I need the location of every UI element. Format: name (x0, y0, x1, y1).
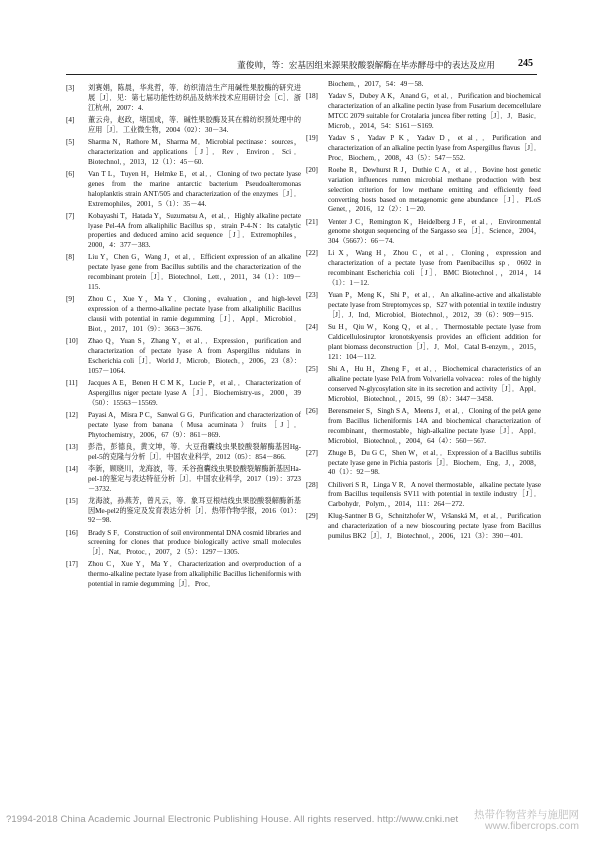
reference-text: Van T L，Tuyen H，Helmke E，et al．．Cloning of two pectate lyase genes from the marine antarctic bacterium Pseudoalteromonas haloplanktis strain ANT/505 and characterization of the enzymes［J］．Extremophiles，2001，5（1）：35－44. (88, 169, 301, 208)
reference-entry (306, 512, 541, 542)
reference-number: [29] (306, 512, 318, 521)
reference-number: [14] (66, 464, 78, 473)
reference-text: Roehe R，Dewhurst R J，Duthie C A，et al．．Bovine host genetic variation influences rumen microbial methane production with best selection criterion for low methane emitting and efficiently feed converting hosts based on metagenomic gene abundance［J］．PLoS Genet．，2016，12（2）：1－20. (328, 165, 541, 214)
reference-number: [5] (66, 137, 75, 146)
reference-entry (66, 497, 301, 527)
reference-number: [8] (66, 253, 75, 262)
reference-entry (306, 249, 541, 289)
reference-text: Brady S F．Construction of soil environmental DNA cosmid libraries and screening for clones that produce biologically active small molecules［J］．Nat．Protoc．，2007，2（5）：1297－1305. (88, 528, 301, 557)
reference-text: Su H，Qiu W，Kong Q，et al．．Thermostable pectate lyase from Caldicellulosiruptor kronotskyensis provides an efficient addition for plant biomass deconstruction［J］．J．Mol．Catal B-enzym．，2015，121：104－112. (328, 323, 541, 361)
reference-entry (66, 212, 301, 252)
reference-entry (66, 138, 301, 168)
reference-entry (306, 365, 541, 405)
reference-text: Yuan P，Meng K，Shi P，et al．．An alkaline-active and alkalistable pectate lyase from Streptomyces sp．S27 with potential in textile industry［J］．J．Ind．Microbiol．Biotechnol．，2012，39（6）：909－915. (328, 291, 541, 320)
reference-text: Berensmeier S，Singh S A，Meens J，et al．．Cloning of the pelA gene from Bacillus licheniformis 14A and biochemical characterization of recombinant，thermostable，high-alkaline pectate lyase［J］．Appl．Microbiol．Biotechnol．，2004，64（4）：560－567. (328, 406, 541, 445)
reference-number: [25] (306, 364, 318, 373)
reference-entry (66, 411, 301, 441)
reference-entry (66, 443, 301, 463)
reference-entry (306, 166, 541, 216)
reference-text: Zhou C，Xue Y，Ma Y．Characterization and overproduction of a thermo-alkaline pectate lyase from alkaliphilic Bacillus licheniformis with potential in ramie degumming［J］．Proc． (88, 560, 301, 589)
watermark-line-1: 热带作物营养与施肥网 (474, 809, 579, 821)
reference-text: 李新，顾晓川，龙海波，等．禾谷孢囊线虫果胶酸裂解酶新基因Ha-pel-1的鉴定与表达特征分析［J］．中国农业科学，2017（19）：3723－3732. (88, 464, 301, 493)
reference-entry (306, 481, 541, 511)
reference-number: [20] (306, 165, 318, 174)
reference-text: Yadav S，Yadav P K，Yadav D，et al．．Purification and characterization of an alkaline pectin lyase from Aspergillus flavus［J］．Proc．Biochem．，2008，43（5）：547－552. (328, 133, 541, 162)
reference-entry (306, 291, 541, 321)
reference-number: [22] (306, 249, 318, 258)
reference-text: Yadav S，Dubey A K，Anand G，et al．．Purification and biochemical characterization of an alkaline pectin lyase from Fusarium decemcellulare MTCC 2079 suitable for Crotalaria juncea fiber retting［J］．J．Basic．Microb．，2014，54：S161－S169. (328, 92, 541, 130)
reference-text: Liu Y，Chen G，Wang J，et al．．Efficient expression of an alkaline pectate lyase gene from Bacillus subtilis and the characterization of the recombinant protein［J］．Biotechnol．Lett．，2011，34（1）：109－115. (88, 253, 301, 292)
page-number: 245 (518, 58, 533, 69)
reference-text: Klug-Santner B G，Schnitzhofer W，Vršanská M，et al．．Purification and characterization of a new bioscouring pectate lyase from Bacillus pumilus BK2［J］．J．Biotechnol．，2006，121（3）：390－401. (328, 512, 541, 541)
reference-text: Biochem．，2017，54：49－58. (328, 80, 424, 88)
reference-entry (66, 379, 301, 409)
reference-number: [19] (306, 133, 318, 142)
reference-text: Chiliveri S R，Linga V R．A novel thermostable，alkaline pectate lyase from Bacillus tequilensis SV11 with potential in textile industry［J］．Carbohydr．Polym．，2014，111：264－272. (328, 480, 541, 509)
reference-text: 刘赛娟，陈晨，华兆哲，等．纺织清洁生产用碱性果胶酶的研究进展［J］．见：第七届功能性纺织品及纳米技术应用研讨会［C］．浙江杭州，2007：4. (88, 84, 301, 112)
reference-number: [15] (66, 496, 78, 505)
reference-text: Zhou C，Xue Y，Ma Y．Cloning，evaluation，and high-level expression of a thermo-alkaline pectate lyase from alkaliphilic Bacillus clausii with potential in ramie degumming［J］．Appl．Microbiol．Biot．，2017，101（9）：3663－3676. (88, 295, 301, 333)
reference-entry (306, 449, 541, 479)
reference-number: [7] (66, 211, 75, 220)
reference-entry (66, 253, 301, 293)
reference-number: [10] (66, 337, 78, 346)
reference-number: [26] (306, 406, 318, 415)
reference-text: Kobayashi T，Hatada Y，Suzumatsu A，et al．．Highly alkaline pectate lyase Pel-4A from alkaliphilic Bacillus sp．strain P-4-N：Its catalytic properties and deduced amino acid sequence［J］．Extremophiles，2000，4：377－383. (88, 211, 301, 250)
reference-number: [9] (66, 295, 75, 304)
reference-text: Shi A，Hu H，Zheng F，et al．．Biochemical characteristics of an alkaline pectate lyase PelA from Volvariella volvacea：roles of the highly conserved N-glycosylation site in its secretion and activity［J］．Appl．Microbiol．Biotechnol．，2015，99（8）：3447－3458. (328, 364, 541, 403)
reference-entry (306, 80, 541, 90)
reference-entry (306, 218, 541, 248)
reference-entry (66, 560, 301, 590)
running-title: 董俊帅，等：宏基因组来源果胶酸裂解酶在毕赤酵母中的表达及应用 (237, 60, 495, 70)
reference-entry (66, 84, 301, 114)
watermark-line-2: www.fibercrops.com (485, 820, 579, 832)
reference-number: [11] (66, 378, 78, 387)
reference-entry (66, 465, 301, 495)
reference-entry (306, 92, 541, 132)
references-right-column (306, 80, 541, 544)
reference-number: [21] (306, 217, 318, 226)
reference-text: Zhao Q，Yuan S，Zhang Y，et al．．Expression，purification and characterization of pectate lyase A from Aspergillus nidulans in Escherichia coli［J］．World J．Microb．Biotech．，2006，23（8）：1057－1064. (88, 337, 301, 375)
reference-text: Payasi A，Misra P C，Sanwal G G．Purification and characterization of pectate lyase from banana（Musa acuminata）fruits［J］．Phytochemistry，2006，67（9）：861－869. (88, 410, 301, 439)
reference-entry (66, 295, 301, 335)
references-left-column (66, 84, 301, 592)
reference-entry (66, 170, 301, 210)
reference-number: [4] (66, 115, 75, 124)
reference-text: Jacques A E，Benen H C M K，Lucie P，et al．．Characterization of Aspergillus niger pectate lyase A［J］．Biochemistry-us，2000，39（50）：15563－15569. (88, 378, 301, 407)
reference-text: 龙海波，孙燕芳，曾凡云，等．象耳豆根结线虫果胶酸裂解酶新基因Me-pel2的鉴定及发育表达分析［J］．热带作物学报，2016（01）：92－98. (88, 496, 301, 525)
reference-text: Venter J C，Remington K，Heidelberg J F，et al．．Environmental genome shotgun sequencing of the Sargasso sea［J］．Science，2004，304（5667）：66－74. (328, 217, 541, 246)
reference-number: [24] (306, 323, 318, 332)
header-rule (66, 74, 537, 75)
reference-number: [23] (306, 291, 318, 300)
reference-number: [6] (66, 169, 75, 178)
reference-text: 彭浩，彭德良，黄文坤，等．大豆孢囊线虫果胶酸裂解酶基因Hg-pel-5的克隆与分析［J］．中国农业科学，2012（05）：854－866. (88, 442, 301, 461)
reference-number: [18] (306, 92, 318, 101)
reference-number: [12] (66, 410, 78, 419)
copyright-notice: ?1994-2018 China Academic Journal Electronic Publishing House. All rights reserved. http://www.cnki.net (6, 814, 459, 825)
page-footer (0, 808, 595, 832)
reference-entry (306, 323, 541, 363)
reference-number: [27] (306, 448, 318, 457)
reference-text: Li X，Wang H，Zhou C，et al．．Cloning，expression and characterization of a pectate lyase from Paenibacillus sp．0602 in recombinant Escherichia coli［J］．BMC Biotechnol．，2014，14（1）：1－12. (328, 249, 541, 288)
reference-entry (306, 407, 541, 447)
reference-entry (66, 116, 301, 136)
reference-text: Sharma N，Rathore M，Sharma M．Microbial pectinase：sources，characterization and applications［J］．Rev．Environ．Sci．Biotechnol．，2013，12（1）：45－60. (88, 137, 301, 166)
watermark (474, 810, 579, 832)
reference-text: 董云舟，赵政，堵国成，等．碱性果胶酶及其在棉纺织预处理中的应用［J］．工业微生物，2004（02）：30－34. (88, 115, 301, 134)
reference-number: [17] (66, 560, 78, 569)
running-header (0, 56, 595, 74)
reference-number: [3] (66, 84, 75, 92)
reference-number: [16] (66, 528, 78, 537)
reference-number: [13] (66, 442, 78, 451)
reference-text: Zhuge B，Du G C，Shen W，et al．．Expression of a Bacillus subtilis pectate lyase gene in Pichia pastoris［J］．Biochem．Eng．J．，2008，40（1）：92－98. (328, 448, 541, 477)
reference-entry (66, 529, 301, 559)
reference-entry (306, 134, 541, 164)
reference-number: [28] (306, 480, 318, 489)
reference-entry (66, 337, 301, 377)
